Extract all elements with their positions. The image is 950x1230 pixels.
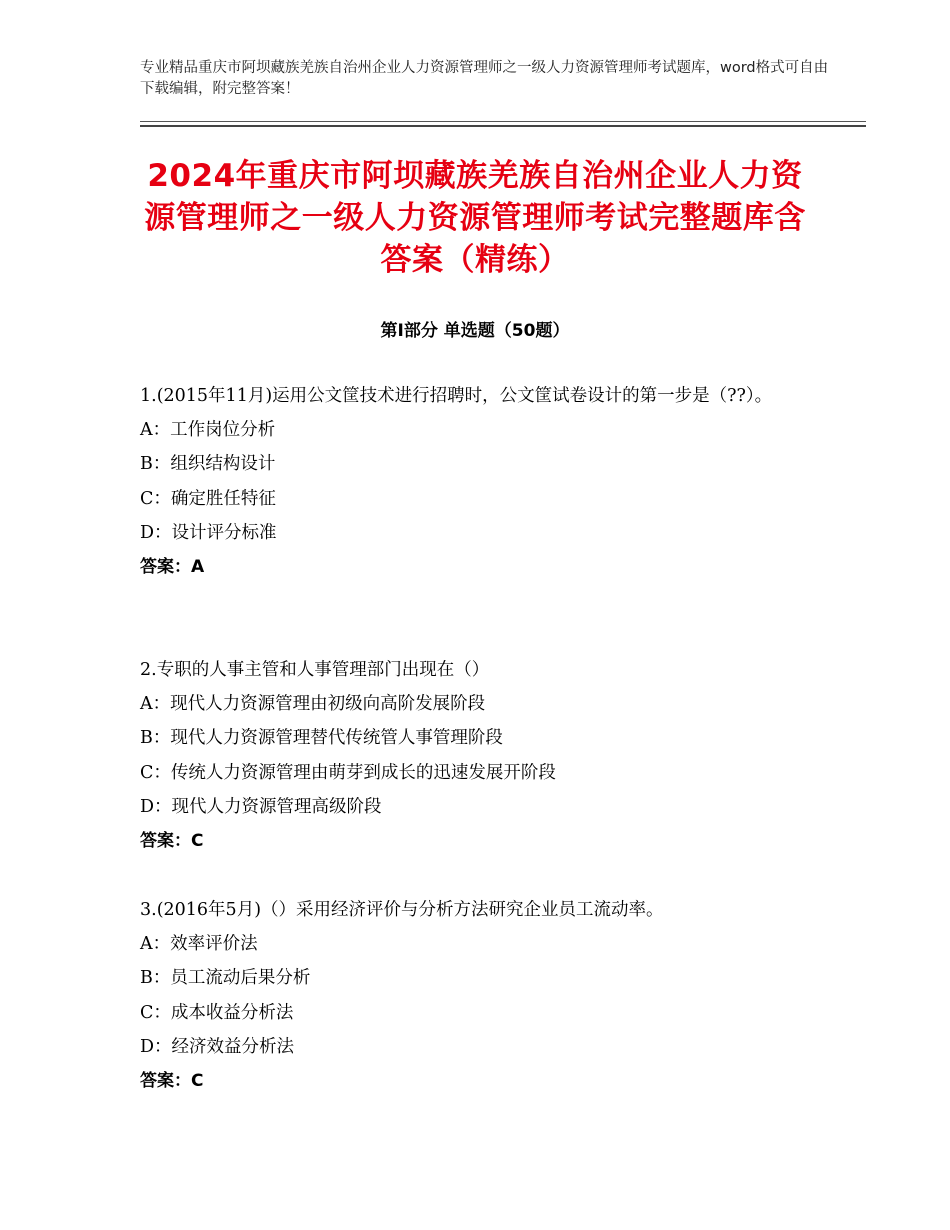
header-rule-thin <box>140 121 866 122</box>
answer: 答案：A <box>140 557 205 578</box>
option-b: B：员工流动后果分析 <box>140 968 311 989</box>
answer: 答案：C <box>140 831 204 852</box>
option-a: A：效率评价法 <box>140 934 258 955</box>
option-a: A：工作岗位分析 <box>140 420 276 441</box>
question-1 <box>140 379 830 584</box>
option-d: D：设计评分标准 <box>140 522 277 543</box>
document-header: 专业精品重庆市阿坝藏族羌族自治州企业人力资源管理师之一级人力资源管理师考试题库，word格式可自由下载编辑，附完整答案！ <box>140 60 829 97</box>
question-stem: 1.(2015年11月)运用公文筐技术进行招聘时，公文筐试卷设计的第一步是（??）。 <box>140 386 773 406</box>
option-c: C：成本收益分析法 <box>140 1002 294 1023</box>
document-title: 2024年重庆市阿坝藏族羌族自治州企业人力资源管理师之一级人力资源管理师考试完整题库含答案（精练） <box>144 158 806 278</box>
question-stem: 2.专职的人事主管和人事管理部门出现在（） <box>140 660 490 680</box>
option-a: A：现代人力资源管理由初级向高阶发展阶段 <box>140 694 486 715</box>
option-c: C：确定胜任特征 <box>140 488 276 509</box>
question-2 <box>140 653 830 858</box>
question-stem: 3.(2016年5月)（）采用经济评价与分析方法研究企业员工流动率。 <box>140 900 664 920</box>
option-c: C：传统人力资源管理由萌芽到成长的迅速发展开阶段 <box>140 762 556 783</box>
option-d: D：经济效益分析法 <box>140 1036 295 1057</box>
option-b: B：现代人力资源管理替代传统管人事管理阶段 <box>140 728 503 749</box>
header-rule-thick <box>140 125 866 127</box>
option-d: D：现代人力资源管理高级阶段 <box>140 796 382 817</box>
option-b: B：组织结构设计 <box>140 454 276 475</box>
question-3 <box>140 893 830 1098</box>
section-heading: 第Ⅰ部分 单选题（50题） <box>380 321 570 341</box>
answer: 答案：C <box>140 1071 204 1092</box>
